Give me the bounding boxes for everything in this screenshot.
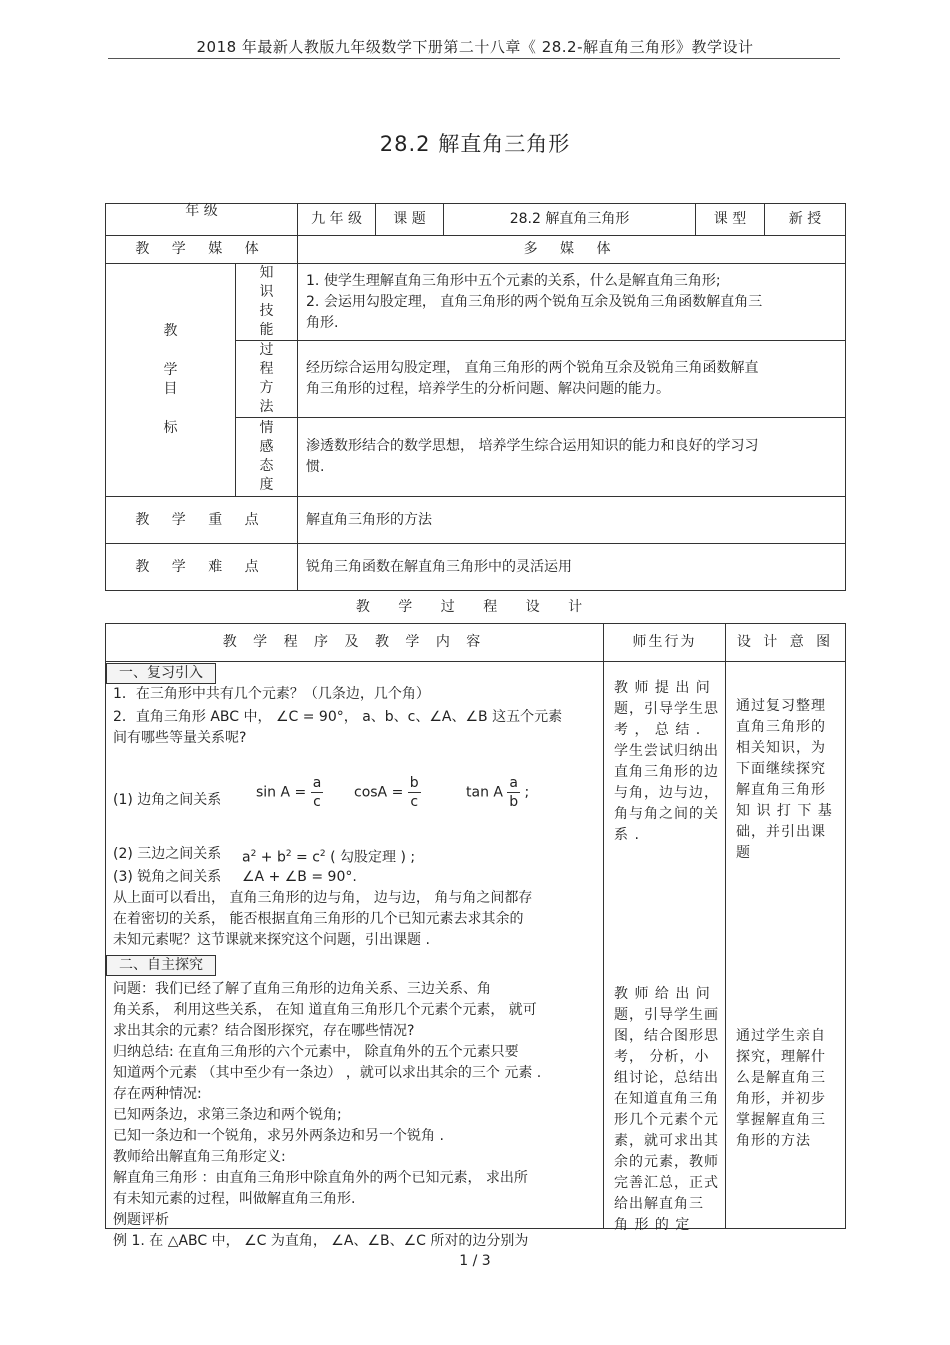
goal-attitude-text [298, 418, 846, 497]
design-intent-1: 通过复习整理直角三角形的相关知识，为下面继续探究解直角三角形知 识 打 下 基础，并引出课题 [736, 698, 833, 861]
text-line: 已知一条边和一个锐角，求另外两条边和另一个锐角 . [113, 1128, 444, 1144]
denominator: b [509, 794, 519, 810]
intent-cell [726, 662, 846, 1229]
text-line: 渗透数形结合的数学思想， 培养学生综合运用知识的能力和良好的学习习 [306, 438, 759, 454]
sub-char: 知 [259, 265, 274, 281]
text-line: 存在两种情况: [113, 1086, 202, 1102]
text-line: 1．在三角形中共有几个元素？（几条边，几个角） [113, 686, 430, 702]
sub-char: 态 [259, 458, 274, 474]
text-line: 知道两个元素 （其中至少有一条边） ，就可以求出其余的三个 元素 . [113, 1065, 542, 1081]
type-label: 课 型 [696, 204, 765, 236]
cos-fraction [408, 774, 421, 811]
tan-tail: ; [524, 784, 530, 801]
grade-label: 年 级 [106, 204, 298, 236]
header-divider [108, 58, 840, 59]
exp: 2 [285, 849, 292, 859]
design-intent-2: 通过学生亲自探究，理解什么是解直角三角形，并初步掌握解直角三角形的方法 [736, 1028, 826, 1149]
sin-fraction [311, 774, 324, 811]
sub-char: 情 [259, 420, 274, 436]
goal-knowledge-text [298, 264, 846, 341]
sub-char: 能 [259, 322, 274, 338]
text-line: 2. 会运用勾股定理， 直角三角形的两个锐角互余及锐角三角函数解直角三 [306, 293, 763, 310]
text-line: 2．直角三角形 ABC 中， ∠C = 90°， a、b、c、∠A、∠B 这五个元素 [113, 709, 563, 725]
sub-char: 程 [259, 361, 274, 377]
text-line: 教师给出解直角三角形定义: [113, 1149, 286, 1165]
goal-sub-attitude [236, 418, 298, 497]
term-c: = c [291, 849, 320, 866]
numerator: a [312, 775, 322, 791]
media-label: 教 学 媒 体 [106, 236, 298, 264]
text-line: 例 1. 在 △ABC 中， ∠C 为直角， ∠A、∠B、∠C 所对的边分别为 [113, 1233, 529, 1249]
text-line: 角关系， 利用这些关系， 在知 道直角三角形几个元素个元素， 就可 [113, 1002, 537, 1018]
relation-3-label: (3) 锐角之间关系 [113, 869, 222, 885]
angle-relation: ∠A + ∠B = 90°. [242, 869, 357, 885]
sub-char: 技 [259, 303, 274, 319]
relation-2-label: (2) 三边之间关系 [113, 846, 222, 862]
cos-label: cosA = [354, 784, 404, 801]
page-header: 2018 年最新人教版九年级数学下册第二十八章《 28.2-解直角三角形》教学设计 [196, 38, 754, 56]
goals-label-char: 学 [163, 362, 178, 378]
denominator: c [313, 794, 321, 810]
text-line: 惯. [306, 459, 325, 475]
text-line: 经历综合运用勾股定理， 直角三角形的两个锐角互余及锐角三角函数解直 [306, 360, 759, 376]
sub-char: 度 [259, 477, 274, 493]
teacher-action-1: 教 师 提 出 问题，引导学生思 考 ， 总 结 . 学生尝试归纳出直角三角形的边与角，边与边，角与角之间的关系 . [614, 680, 719, 843]
text-line: 在着密切的关系， 能否根据直角三角形的几个已知元素去求其余的 [113, 911, 524, 927]
term-b: + b [256, 849, 286, 866]
text-line: 有未知元素的过程，叫做解直角三角形. [113, 1191, 356, 1207]
teacher-action-2: 教 师 给 出 问题，引导学生画图，结合图形思考， 分析，小组讨论，总结出在知道直角三角形几个元素个元素，就可求出其余的元素，教师完善汇总，正式给出解直角三 角 形 的 定 [614, 986, 719, 1233]
numerator: a [509, 775, 519, 791]
numerator: b [409, 775, 419, 791]
goal-sub-process [236, 341, 298, 418]
text-line: 从上面可以看出， 直角三角形的边与角， 边与边， 角与角之间都存 [113, 890, 533, 906]
tan-formula [466, 774, 529, 811]
goals-label [106, 264, 236, 497]
goal-process-text [298, 341, 846, 418]
topic-label: 课 题 [376, 204, 444, 236]
text-line: 已知两条边，求第三条边和两个锐角; [113, 1107, 342, 1123]
tan-fraction [507, 774, 520, 811]
content-cell [106, 662, 604, 1249]
text-line: 问题：我们已经了解了直角三角形的边角关系、三边关系、角 [113, 981, 491, 997]
term-a: a [242, 849, 251, 866]
pythagoras-note: ( 勾股定理 ) ; [325, 849, 416, 866]
sin-label: sin A = [256, 784, 307, 801]
goals-label-char: 教 [163, 323, 178, 339]
process-heading: 教 学 过 程 设 计 [355, 599, 595, 615]
text-line: 间有哪些等量关系呢? [113, 730, 247, 746]
text-line: 解直角三角形 ：由直角三角形中除直角外的两个已知元素， 求出所 [113, 1170, 528, 1186]
text-line: 角形. [306, 314, 339, 331]
page-title: 28.2 解直角三角形 [379, 132, 571, 156]
exp: 2 [319, 849, 326, 859]
col-header-content: 教 学 程 序 及 教 学 内 容 [106, 624, 604, 662]
sub-char: 法 [259, 399, 274, 415]
text-line: 未知元素呢？这节课就来探究这个问题，引出课题 . [113, 932, 430, 948]
key-point-label: 教 学 重 点 [106, 497, 298, 544]
section-review-label: 一、复习引入 [106, 663, 216, 684]
key-point-value: 解直角三角形的方法 [298, 497, 846, 544]
goal-sub-knowledge [236, 264, 298, 341]
cos-formula [354, 774, 421, 811]
pythagoras-formula [242, 844, 415, 869]
text-line: 角三角形的过程，培养学生的分析问题、解决问题的能力。 [306, 381, 671, 397]
process-table [105, 623, 846, 1249]
sub-char: 感 [259, 439, 274, 455]
difficulty-value: 锐角三角函数在解直角三角形中的灵活运用 [298, 544, 846, 591]
section-explore-label: 二、自主探究 [106, 955, 216, 976]
tan-label: tan A [466, 784, 503, 801]
exp: 2 [250, 849, 257, 859]
page-number: 1 / 3 [459, 1253, 491, 1269]
sub-char: 识 [259, 284, 274, 300]
sub-char: 方 [259, 380, 274, 396]
text-line: 1. 使学生理解直角三角形中五个元素的关系，什么是解直角三角形; [306, 272, 721, 289]
grade-value: 九 年 级 [298, 204, 376, 236]
goals-label-char: 目 [163, 381, 178, 397]
text-line: 归纳总结: 在直角三角形的六个元素中， 除直角外的五个元素只要 [113, 1044, 519, 1060]
col-header-intent: 设 计 意 图 [726, 624, 846, 662]
relation-1-label: (1) 边角之间关系 [113, 792, 222, 808]
topic-value: 28.2 解直角三角形 [444, 204, 696, 236]
sub-char: 过 [259, 342, 274, 358]
col-header-action: 师生行为 [604, 624, 726, 662]
action-cell [604, 662, 726, 1233]
text-line: 例题评析 [113, 1212, 169, 1228]
goals-label-char: 标 [163, 420, 178, 436]
denominator: c [410, 794, 419, 810]
media-value: 多 媒 体 [298, 236, 846, 264]
sin-formula [256, 774, 323, 811]
text-line: 求出其余的元素？结合图形探究，存在哪些情况? [113, 1023, 415, 1039]
type-value: 新 授 [765, 204, 846, 236]
difficulty-label: 教 学 难 点 [106, 544, 298, 591]
info-table [105, 203, 846, 591]
